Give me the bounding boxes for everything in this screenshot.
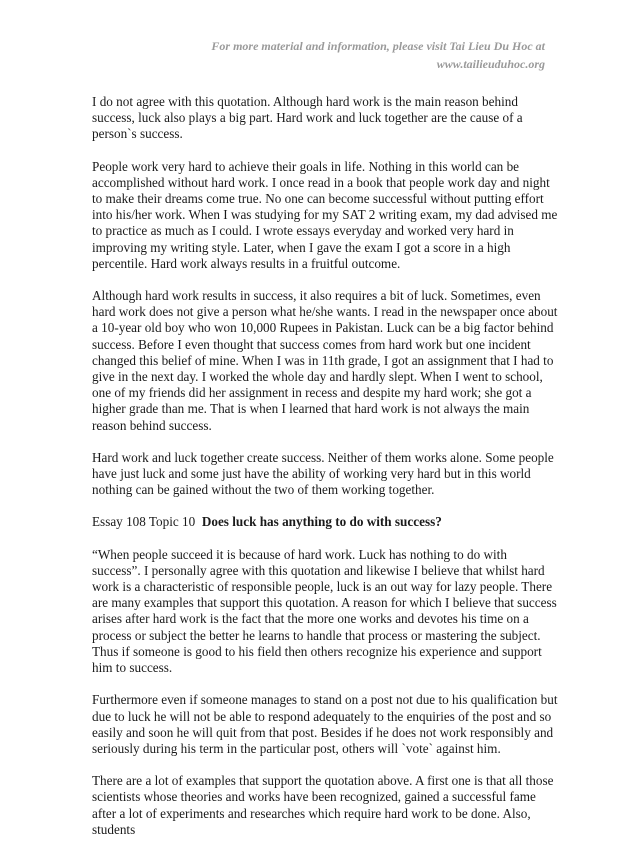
page-header bbox=[125, 37, 545, 73]
paragraph: Hard work and luck together create success. Neither of them works alone. Some people have just luck and some just have the ability of working very hard but in this world nothing can be gained without the two of them working together. bbox=[92, 449, 554, 498]
paragraph: There are a lot of examples that support the quotation above. A first one is that all those scientists whose theories and works have been recognized, gained a successful fame after a lot of experiments and researches which require hard work to be done. Also, students bbox=[92, 773, 554, 837]
paragraph: Although hard work results in success, it also requires a bit of luck. Sometimes, even hard work does not give a person what he/she wants. I read in the newspaper once about a 10-year old boy who won 10,000 Rupees in Pakistan. Luck can be a big factor behind success. Before I even thought that success comes from hard work but one incident changed this belief of mine. When I was in 11th grade, I got an assignment that I had to give in the next day. I worked the whole day and hardly slept. When I went to school, one of my friends did her assignment in recess and despite my hard work; she got a higher grade than me. That is when I learned that hard work is not always the main reason behind success. bbox=[92, 288, 558, 433]
essay-topic-question: Does luck has anything to do with success? bbox=[201, 514, 442, 530]
paragraph: I do not agree with this quotation. Although hard work is the main reason behind success, luck also plays a big part. Hard work and luck together are the cause of a person`s success. bbox=[92, 94, 523, 142]
document-body bbox=[92, 94, 558, 854]
header-line-1: For more material and information, please visit Tai Lieu Du Hoc at bbox=[211, 39, 545, 53]
paragraph: Furthermore even if someone manages to stand on a post not due to his qualification but due to luck he will not be able to respond adequately to the enquiries of the post and so easily and soon he will quit from that post. Besides if he does not work responsibly and seriously during his term in the particular post, others will `vote` against him. bbox=[92, 692, 558, 756]
paragraph: “When people succeed it is because of hard work. Luck has nothing to do with success”. I personally agree with this quotation and likewise I believe that whilst hard work is a characteristic of responsible people, luck is an out way for lazy people. There are many examples that support this quotation. A reason for which I believe that success arises after hard work is the fact that the more one works and devotes his time on a process or subject the better he learns to handle that process or mastering the subject. Thus if someone is good to his field then others recognize his experience and support him to success. bbox=[92, 546, 557, 676]
paragraph: People work very hard to achieve their goals in life. Nothing in this world can be accomplished without hard work. I once read in a book that people work day and night to make their dreams come true. No one can become successful without putting effort into his/her work. When I was studying for my SAT 2 writing exam, my dad advised me to practice as much as I could. I wrote essays everyday and worked very hard in improving my writing style. Later, when I gave the exam I got a score in a high percentile. Hard work always results in a fruitful outcome. bbox=[92, 158, 558, 271]
header-line-2: www.tailieuduhoc.org bbox=[436, 57, 545, 71]
essay-topic-label: Essay 108 Topic 10 bbox=[92, 514, 196, 530]
essay-topic-heading bbox=[92, 514, 558, 530]
